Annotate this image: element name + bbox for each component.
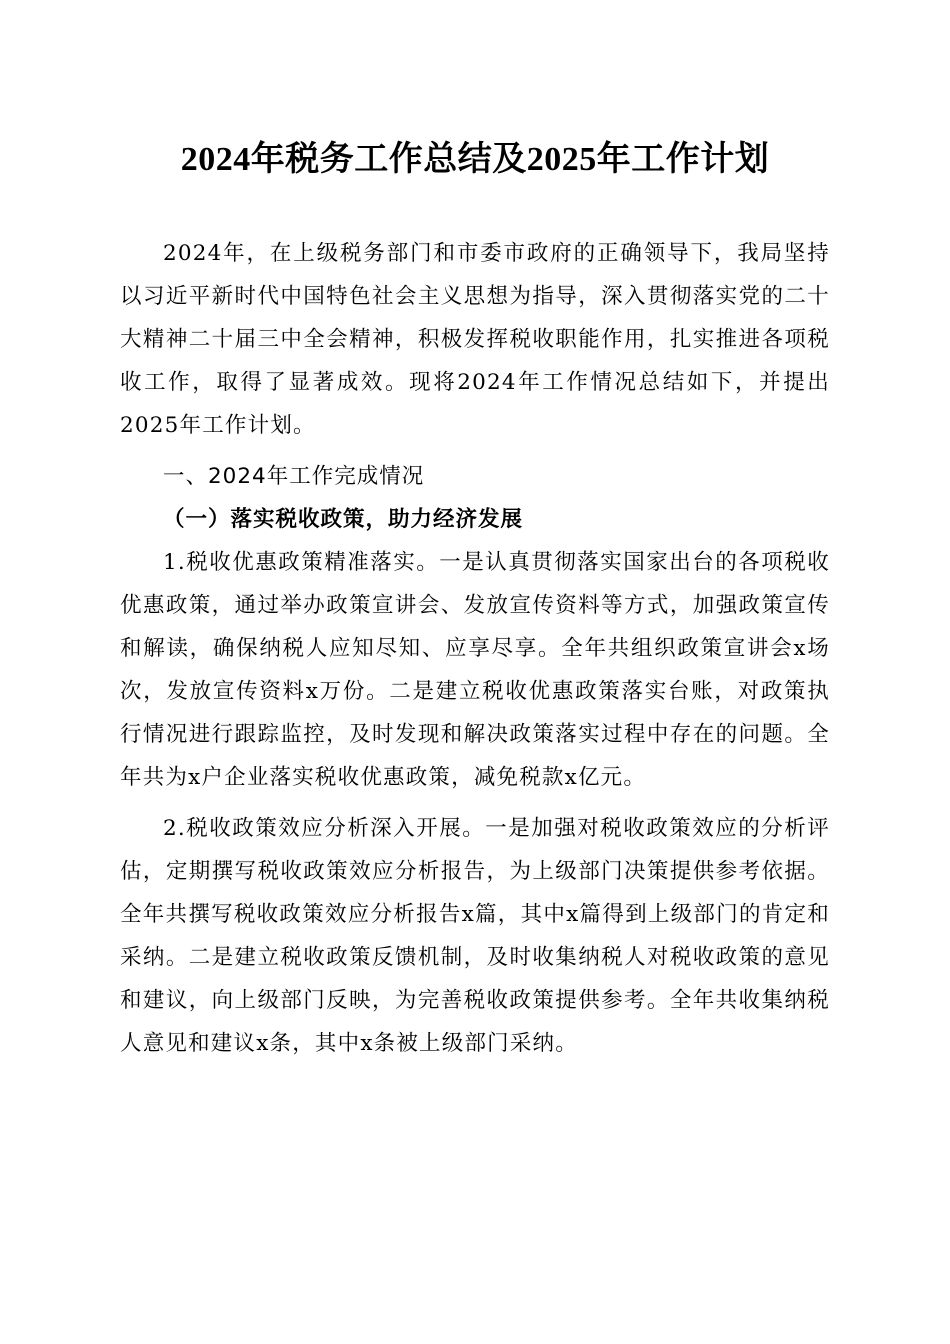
intro-paragraph: 2024年，在上级税务部门和市委市政府的正确领导下，我局坚持以习近平新时代中国特色社会主义思想为指导，深入贯彻落实党的二十大精神二十届三中全会精神，积极发挥税收职能作用，扎实推进各项税收工作，取得了显著成效。现将2024年工作情况总结如下，并提出2025年工作计划。 <box>120 241 830 438</box>
document-page <box>120 130 830 1065</box>
item-paragraph-1: 1.税收优惠政策精准落实。一是认真贯彻落实国家出台的各项税收优惠政策，通过举办政策宣讲会、发放宣传资料等方式，加强政策宣传和解读，确保纳税人应知尽知、应享尽享。全年共组织政策宣讲会x场次，发放宣传资料x万份。二是建立税收优惠政策落实台账，对政策执行情况进行跟踪监控，及时发现和解决政策落实过程中存在的问题。全年共为x户企业落实税收优惠政策，减免税款x亿元。 <box>120 550 830 790</box>
subsection-heading-1: （一）落实税收政策，助力经济发展 <box>163 507 524 532</box>
section-heading-1: 一、2024年工作完成情况 <box>163 464 425 489</box>
document-title: 2024年税务工作总结及2025年工作计划 <box>180 141 770 178</box>
item-paragraph-2: 2.税收政策效应分析深入开展。一是加强对税收政策效应的分析评估，定期撰写税收政策效应分析报告，为上级部门决策提供参考依据。全年共撰写税收政策效应分析报告x篇，其中x篇得到上级部门的肯定和采纳。二是建立税收政策反馈机制，及时收集纳税人对税收政策的意见和建议，向上级部门反映，为完善税收政策提供参考。全年共收集纳税人意见和建议x条，其中x条被上级部门采纳。 <box>120 816 830 1056</box>
